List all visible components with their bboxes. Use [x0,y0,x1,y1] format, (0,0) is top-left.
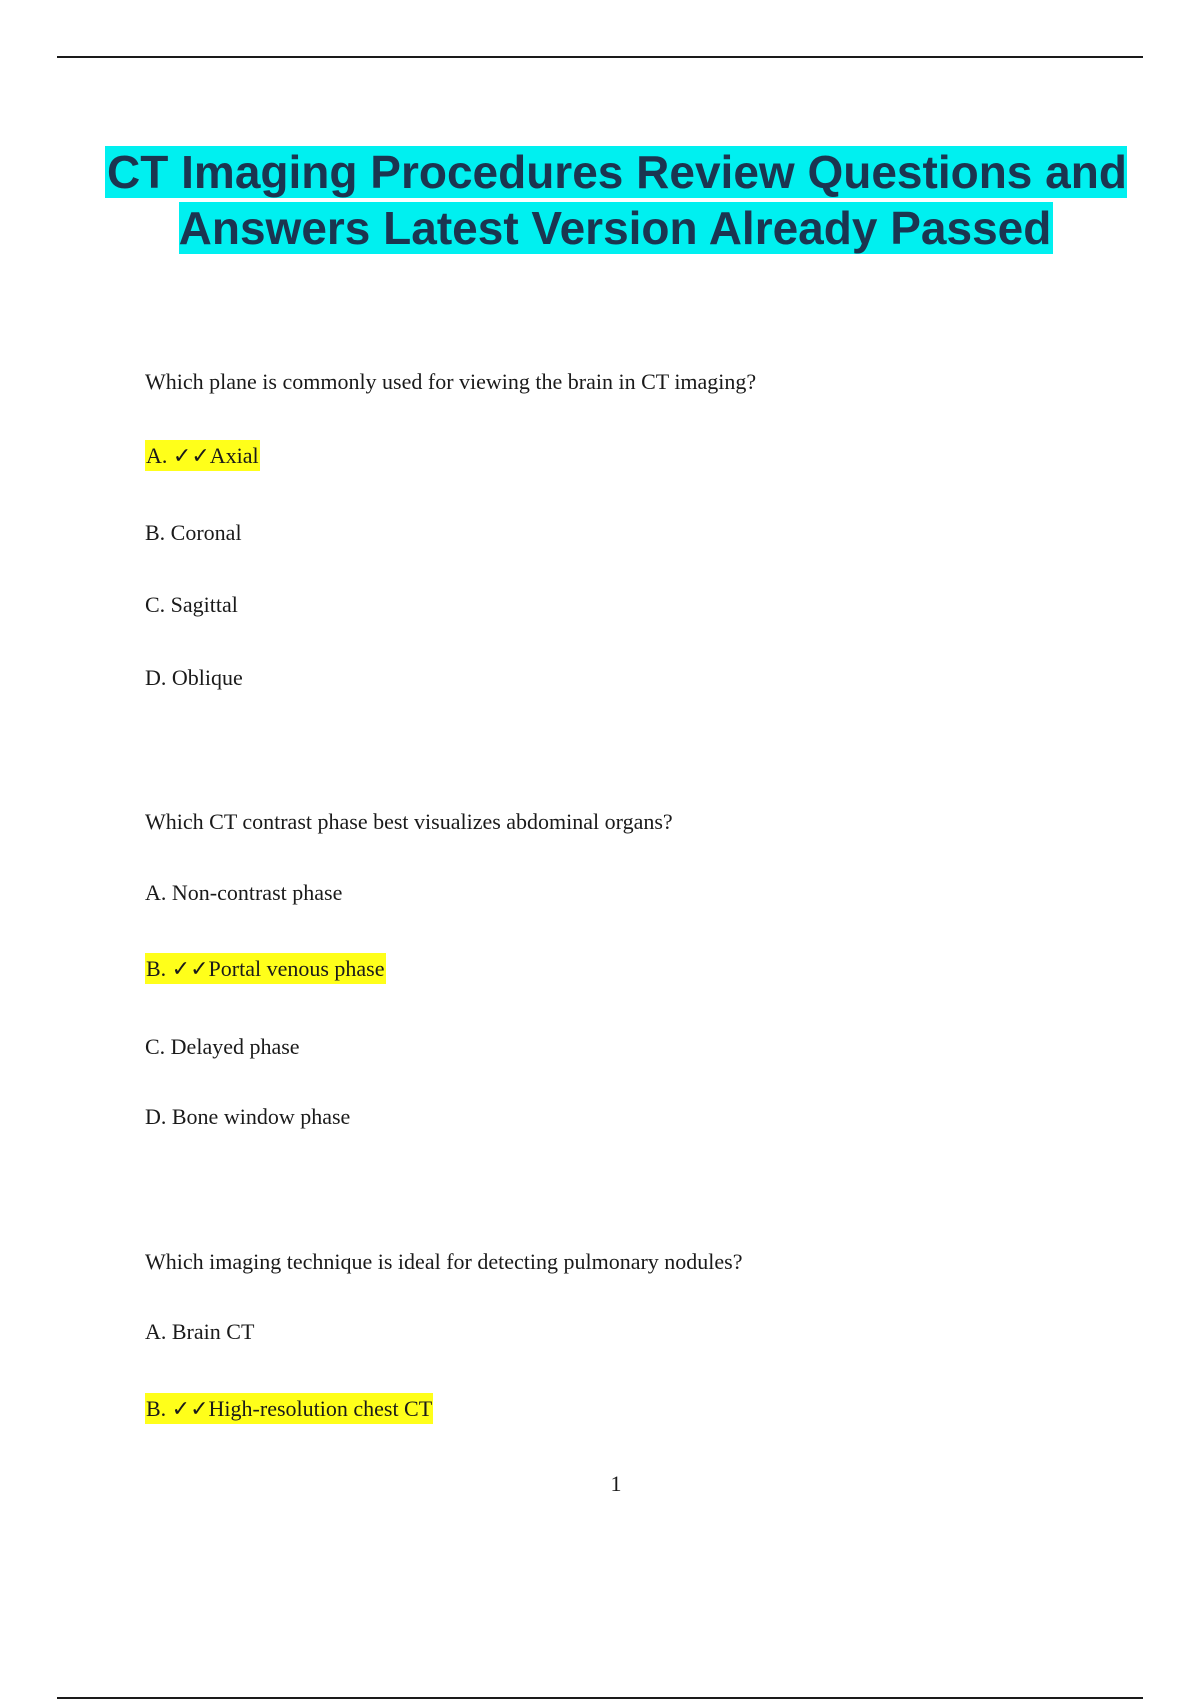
page-number: 1 [610,1471,622,1496]
question-2-option-c: C. Delayed phase [145,1034,300,1059]
answer-highlight: B. ✓✓Portal venous phase [145,953,386,984]
answer-highlight: A. ✓✓Axial [145,440,260,471]
bottom-rule [57,1697,1143,1699]
question-2-option-b [145,955,386,983]
question-2-option-a: A. Non-contrast phase [145,880,343,905]
document-title-text: CT Imaging Procedures Review Questions and Answers Latest Version Already Passed [107,146,1127,254]
question-1-option-a [145,442,260,470]
question-1-option-d: D. Oblique [145,665,243,690]
question-1-text: Which plane is commonly used for viewing the brain in CT imaging? [145,369,757,394]
document-title [100,144,1132,256]
question-1-option-c: C. Sagittal [145,592,238,617]
question-3-option-b [145,1395,433,1423]
question-3-text: Which imaging technique is ideal for detecting pulmonary nodules? [145,1249,743,1274]
question-2-text: Which CT contrast phase best visualizes abdominal organs? [145,809,673,834]
top-rule [57,56,1143,58]
question-3-option-a: A. Brain CT [145,1319,255,1344]
question-2-option-d: D. Bone window phase [145,1104,351,1129]
answer-highlight: B. ✓✓High-resolution chest CT [145,1393,433,1424]
question-1-option-b: B. Coronal [145,520,242,545]
